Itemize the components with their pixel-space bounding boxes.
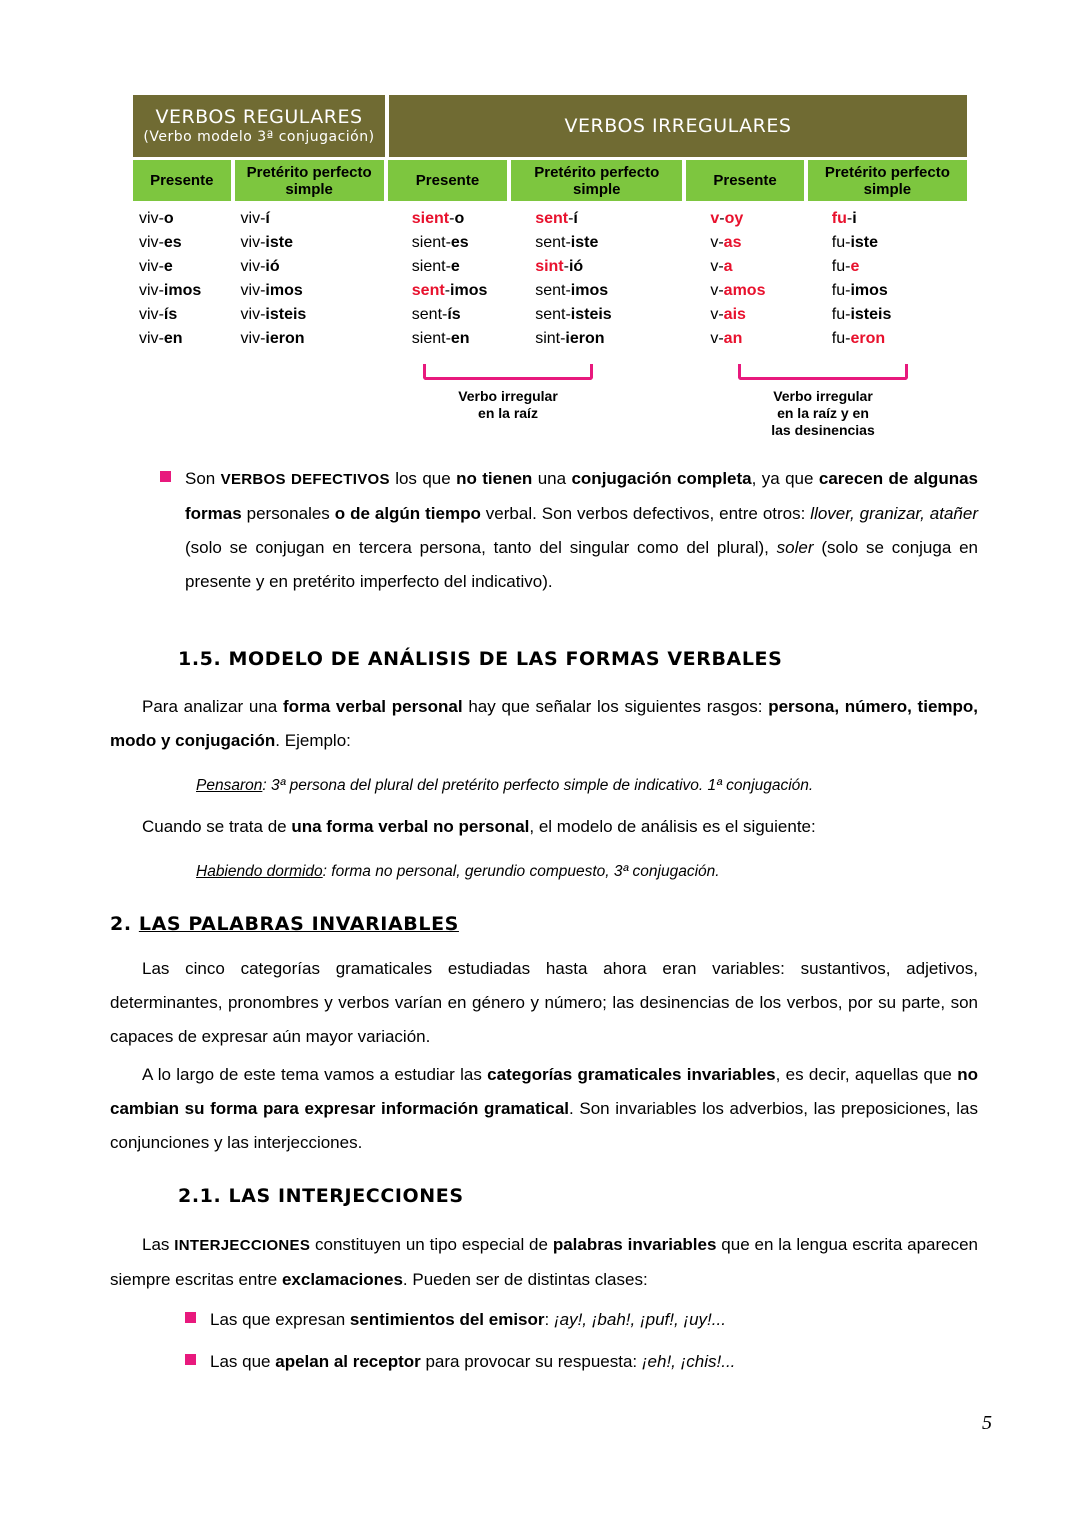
column-header-presente-2: Presente — [388, 160, 507, 201]
verb-form-cell — [235, 207, 384, 231]
verb-form-cell — [686, 303, 803, 327]
verb-form-cell — [511, 327, 682, 351]
verb-ending: es — [163, 234, 182, 251]
verb-ending: e — [163, 258, 173, 275]
verb-ending: isteis — [850, 306, 892, 323]
banner-subtitle-regulares: (Verbo modelo 3ª conjugación) — [143, 129, 375, 145]
verb-hyphen: - — [260, 234, 266, 251]
verb-root: v — [710, 282, 719, 299]
text-run: . Son invariables los adverbios, las preposiciones, las conjunciones y las interjecciones. — [110, 1099, 978, 1152]
example-description: : 3ª persona del plural del pretérito perfecto simple de indicativo. 1ª conjugación. — [262, 777, 814, 794]
verb-hyphen: - — [718, 330, 724, 347]
bracket-annotation-raiz-desinencias — [738, 364, 908, 439]
verb-hyphen: - — [158, 258, 164, 275]
verb-form-cell — [808, 207, 967, 231]
verb-root: v — [710, 330, 719, 347]
bullet-verbos-defectivos — [160, 462, 978, 599]
bold-run: apelan al receptor — [275, 1352, 421, 1371]
paragraph-para-analizar — [110, 690, 978, 758]
verb-hyphen: - — [260, 330, 266, 347]
bold-run: no tienen — [456, 469, 533, 488]
italic-run: ¡ay!, ¡bah!, ¡puf!, ¡uy!... — [553, 1310, 726, 1329]
verb-ending: as — [723, 234, 742, 251]
verb-hyphen: - — [445, 258, 451, 275]
table-column — [133, 207, 231, 351]
verb-form-cell — [686, 255, 803, 279]
text-run: Las que — [210, 1352, 276, 1371]
text-run: que en la lengua escrita aparecen siempre escritas entre — [110, 1235, 979, 1289]
verb-hyphen: - — [158, 306, 164, 323]
verb-ending: ís — [163, 306, 178, 323]
verb-hyphen: - — [846, 210, 853, 227]
table-column — [686, 207, 803, 351]
square-bullet-icon — [185, 1312, 196, 1323]
verb-form-cell — [133, 303, 231, 327]
verb-ending: ió — [568, 258, 584, 275]
table-header-row — [133, 160, 967, 201]
verb-root: v — [710, 258, 719, 275]
verb-form-cell — [686, 327, 803, 351]
bracket-shape-icon — [423, 364, 593, 380]
example-description: : forma no personal, gerundio compuesto, 3ª conjugación. — [322, 863, 720, 880]
paragraph-a-lo-largo — [110, 1058, 978, 1160]
text-run: Para analizar una — [142, 697, 283, 716]
verb-root: viv — [139, 210, 159, 227]
bold-run: persona, número, tiempo, modo y conjugación — [110, 697, 979, 750]
text-run: : — [544, 1310, 554, 1329]
verb-ending: isteis — [265, 306, 307, 323]
verb-hyphen: - — [158, 330, 164, 347]
verb-ending: imos — [265, 282, 303, 299]
verb-root: viv — [240, 282, 261, 299]
verb-ending: eron — [850, 330, 886, 347]
bracket-label-line2: en la raíz y en — [777, 405, 869, 421]
verb-hyphen: - — [718, 258, 724, 275]
verb-form-cell — [511, 303, 682, 327]
verb-form-cell — [133, 255, 231, 279]
verb-form-cell — [808, 303, 967, 327]
verb-root: sent — [411, 282, 445, 299]
verb-ending: ió — [265, 258, 280, 275]
table-column — [511, 207, 682, 351]
verb-ending: ais — [723, 306, 746, 323]
verb-root: sent — [535, 306, 566, 323]
verb-hyphen: - — [449, 210, 455, 227]
square-bullet-icon — [185, 1354, 196, 1365]
verb-form-cell — [235, 279, 384, 303]
heading-2 — [110, 913, 459, 935]
verb-ending: a — [723, 258, 733, 275]
verb-hyphen: - — [560, 330, 566, 347]
bracket-label-line1: Verbo irregular — [773, 388, 873, 404]
verb-ending: imos — [163, 282, 202, 299]
table-body-row — [133, 207, 967, 351]
text-run: (solo se conjuga en presente y en pretérito imperfecto del indicativo). — [185, 538, 979, 591]
bold-run: una forma verbal no personal — [291, 817, 530, 836]
verb-root: viv — [240, 330, 261, 347]
verb-form-cell — [388, 279, 507, 303]
verb-ending: e — [850, 258, 860, 275]
example-habiendo-dormido — [196, 860, 720, 884]
text-run: para provocar su respuesta: — [420, 1352, 642, 1371]
example-term: Pensaron — [196, 777, 263, 794]
verb-hyphen: - — [158, 282, 164, 299]
verb-form-cell — [686, 279, 803, 303]
heading-2-1: 2.1. LAS INTERJECCIONES — [178, 1185, 464, 1207]
bold-run: palabras invariables — [552, 1235, 717, 1254]
verb-root: viv — [139, 282, 159, 299]
verb-form-cell — [388, 303, 507, 327]
example-pensaron — [196, 774, 813, 798]
text-run: Son — [185, 469, 221, 488]
verb-root: viv — [240, 210, 261, 227]
verb-form-cell — [808, 255, 967, 279]
text-run: . Pueden ser de distintas clases: — [402, 1270, 648, 1289]
verb-ending: í — [265, 210, 270, 227]
verb-hyphen: - — [445, 330, 451, 347]
verb-hyphen: - — [158, 210, 164, 227]
verb-ending: ís — [447, 306, 461, 323]
verb-form-cell — [808, 327, 967, 351]
verb-form-cell — [388, 255, 507, 279]
column-header-presente-3: Presente — [686, 160, 803, 201]
verb-ending: en — [450, 330, 470, 347]
banner-title-irregulares: VERBOS IRREGULARES — [564, 115, 792, 137]
heading-2-title: LAS PALABRAS INVARIABLES — [138, 913, 459, 935]
verb-form-cell — [235, 303, 384, 327]
verb-ending: isteis — [570, 306, 612, 323]
paragraph-interjecciones — [110, 1228, 978, 1297]
verb-root: viv — [139, 306, 159, 323]
table-column — [235, 207, 384, 351]
verb-hyphen: - — [565, 234, 571, 251]
verb-root: viv — [240, 258, 261, 275]
text-run: constituyen un tipo especial de — [310, 1235, 553, 1254]
verb-form-cell — [388, 327, 507, 351]
text-run: Las que expresan — [210, 1310, 350, 1329]
text-run: Cuando se trata de — [142, 817, 292, 836]
text-run: una — [532, 469, 572, 488]
verb-hyphen: - — [845, 234, 851, 251]
verb-hyphen: - — [568, 210, 574, 227]
text-run: A lo largo de este tema vamos a estudiar las — [142, 1065, 488, 1084]
bracket-label-raiz — [423, 388, 593, 422]
bracket-label-line1: Verbo irregular — [458, 388, 558, 404]
verb-form-cell — [686, 231, 803, 255]
table-column — [808, 207, 967, 351]
verb-form-cell — [133, 231, 231, 255]
verb-form-cell — [133, 279, 231, 303]
bullet-text-defectivos — [185, 462, 978, 599]
verb-root: viv — [139, 234, 159, 251]
verb-root: sent — [411, 306, 443, 323]
text-run: verbal. Son verbos defectivos, entre otros: — [480, 504, 811, 523]
example-term: Habiendo dormido — [196, 863, 323, 880]
column-header-preterito-1: Pretérito perfecto simple — [235, 160, 384, 201]
verb-ending: imos — [570, 282, 609, 299]
verb-root: fu — [831, 330, 846, 347]
verb-hyphen: - — [445, 234, 451, 251]
text-run: (solo se conjugan en tercera persona, tanto del singular como del plural), — [185, 538, 777, 557]
verb-root: fu — [831, 282, 846, 299]
verb-hyphen: - — [718, 306, 724, 323]
square-bullet-icon — [160, 471, 171, 482]
bracket-annotations — [133, 364, 967, 444]
bracket-label-line3: las desinencias — [771, 422, 875, 438]
verb-ending: oy — [724, 210, 744, 227]
verb-form-cell — [388, 231, 507, 255]
verb-form-cell — [388, 207, 507, 231]
verb-root: sent — [535, 282, 566, 299]
bullet-text-apelan — [210, 1345, 975, 1379]
bracket-annotation-raiz — [423, 364, 593, 422]
verb-hyphen: - — [565, 282, 571, 299]
verb-root: fu — [831, 306, 846, 323]
bold-run: categorías gramaticales invariables — [487, 1065, 776, 1084]
bold-run: sentimientos del emisor — [349, 1310, 545, 1329]
verb-root: sint — [535, 258, 564, 275]
verb-form-cell — [235, 327, 384, 351]
verb-hyphen: - — [563, 258, 569, 275]
verb-root: viv — [139, 330, 159, 347]
smallcaps-interjecciones: INTERJECCIONES — [174, 1237, 311, 1254]
text-run: Las — [142, 1235, 175, 1254]
italic-run: ¡eh!, ¡chis!... — [641, 1352, 736, 1371]
paragraph-forma-no-personal — [110, 810, 978, 844]
verb-form-cell — [235, 231, 384, 255]
verb-hyphen: - — [565, 306, 571, 323]
text-run: hay que señalar los siguientes rasgos: — [462, 697, 769, 716]
verb-hyphen: - — [845, 258, 851, 275]
verb-form-cell — [235, 255, 384, 279]
banner-verbos-irregulares — [389, 95, 967, 157]
column-header-presente-1: Presente — [133, 160, 231, 201]
verb-ending: iste — [265, 234, 293, 251]
bullet-sentimientos-emisor — [185, 1303, 975, 1337]
verb-ending: iste — [570, 234, 599, 251]
verb-conjugation-table — [133, 95, 967, 351]
banner-verbos-regulares — [133, 95, 385, 157]
text-run: , ya que — [751, 469, 819, 488]
verb-hyphen: - — [845, 282, 851, 299]
bracket-label-line2: en la raíz — [478, 405, 538, 421]
verb-ending: en — [163, 330, 183, 347]
verb-form-cell — [511, 231, 682, 255]
verb-form-cell — [133, 207, 231, 231]
verb-root: sient — [411, 258, 446, 275]
text-run: , es decir, aquellas que — [775, 1065, 958, 1084]
paragraph-cinco-categorias: Las cinco categorías gramaticales estudiadas hasta ahora eran variables: sustantivos, adjetivos, determinantes, pronombres y verbos varían en género y número; las desinencias de los verbos, por su parte, son capaces de expresar aún mayor variación. — [110, 959, 978, 1046]
verb-ending: imos — [850, 282, 888, 299]
column-header-preterito-2: Pretérito perfecto simple — [511, 160, 682, 201]
bracket-label-raiz-desinencias — [738, 388, 908, 439]
verb-root: sent — [535, 210, 569, 227]
verb-ending: í — [573, 210, 578, 227]
verb-form-cell — [686, 207, 803, 231]
verb-ending: ieron — [265, 330, 305, 347]
verb-root: v — [710, 210, 720, 227]
verb-root: sient — [411, 210, 450, 227]
verb-root: fu — [831, 210, 847, 227]
verb-hyphen: - — [718, 234, 724, 251]
banner-title-regulares: VERBOS REGULARES — [155, 106, 363, 128]
verb-root: viv — [139, 258, 159, 275]
verb-hyphen: - — [845, 306, 851, 323]
verb-hyphen: - — [719, 210, 725, 227]
verb-ending: es — [450, 234, 469, 251]
verb-root: v — [710, 234, 719, 251]
verb-form-cell — [808, 279, 967, 303]
verb-ending: an — [723, 330, 743, 347]
page-number: 5 — [982, 1412, 992, 1434]
verb-hyphen: - — [260, 282, 266, 299]
verb-ending: amos — [723, 282, 766, 299]
table-banner-row — [133, 95, 967, 157]
verb-hyphen: - — [718, 282, 724, 299]
verb-ending: ieron — [565, 330, 605, 347]
verb-ending: e — [450, 258, 460, 275]
text-run: , el modelo de análisis es el siguiente: — [529, 817, 816, 836]
verb-root: sent — [535, 234, 566, 251]
text-run: personales — [241, 504, 335, 523]
bullet-text-sentimientos — [210, 1303, 975, 1337]
verb-ending: o — [454, 210, 465, 227]
bullet-apelan-receptor — [185, 1345, 975, 1379]
text-run: los que — [389, 469, 457, 488]
italic-run: llover, granizar, atañer — [810, 504, 978, 523]
verb-hyphen: - — [260, 258, 266, 275]
verb-root: sient — [411, 330, 446, 347]
heading-2-number: 2. — [110, 913, 132, 935]
verb-root: sint — [535, 330, 561, 347]
verb-hyphen: - — [260, 210, 266, 227]
heading-1-5: 1.5. MODELO DE ANÁLISIS DE LAS FORMAS VERBALES — [178, 648, 783, 670]
verb-hyphen: - — [260, 306, 266, 323]
verb-root: fu — [831, 258, 846, 275]
verb-root: sient — [411, 234, 446, 251]
bracket-shape-icon — [738, 364, 908, 380]
verb-root: fu — [831, 234, 846, 251]
table-column — [388, 207, 507, 351]
verb-form-cell — [511, 207, 682, 231]
bold-run: carecen de algunas formas — [185, 469, 978, 523]
verb-hyphen: - — [442, 306, 448, 323]
column-header-preterito-3: Pretérito perfecto simple — [808, 160, 967, 201]
smallcaps-verbos-defectivos: VERBOS DEFECTIVOS — [220, 471, 390, 488]
italic-run: soler — [776, 538, 814, 557]
text-run: . Ejemplo: — [275, 731, 351, 750]
verb-form-cell — [808, 231, 967, 255]
verb-hyphen: - — [158, 234, 164, 251]
verb-root: viv — [240, 306, 261, 323]
verb-hyphen: - — [845, 330, 851, 347]
bold-run: conjugación completa — [571, 469, 752, 488]
bold-run: no cambian su forma para expresar información gramatical — [110, 1065, 978, 1118]
verb-ending: imos — [450, 282, 488, 299]
bold-run: forma verbal personal — [282, 697, 463, 716]
verb-ending: i — [852, 210, 857, 227]
verb-ending: iste — [850, 234, 879, 251]
verb-form-cell — [511, 279, 682, 303]
verb-hyphen: - — [444, 282, 451, 299]
bold-run: o de algún tiempo — [334, 504, 481, 523]
verb-root: v — [710, 306, 719, 323]
verb-ending: o — [163, 210, 174, 227]
bold-run: exclamaciones — [281, 1270, 403, 1289]
verb-form-cell — [133, 327, 231, 351]
verb-root: viv — [240, 234, 261, 251]
verb-form-cell — [511, 255, 682, 279]
